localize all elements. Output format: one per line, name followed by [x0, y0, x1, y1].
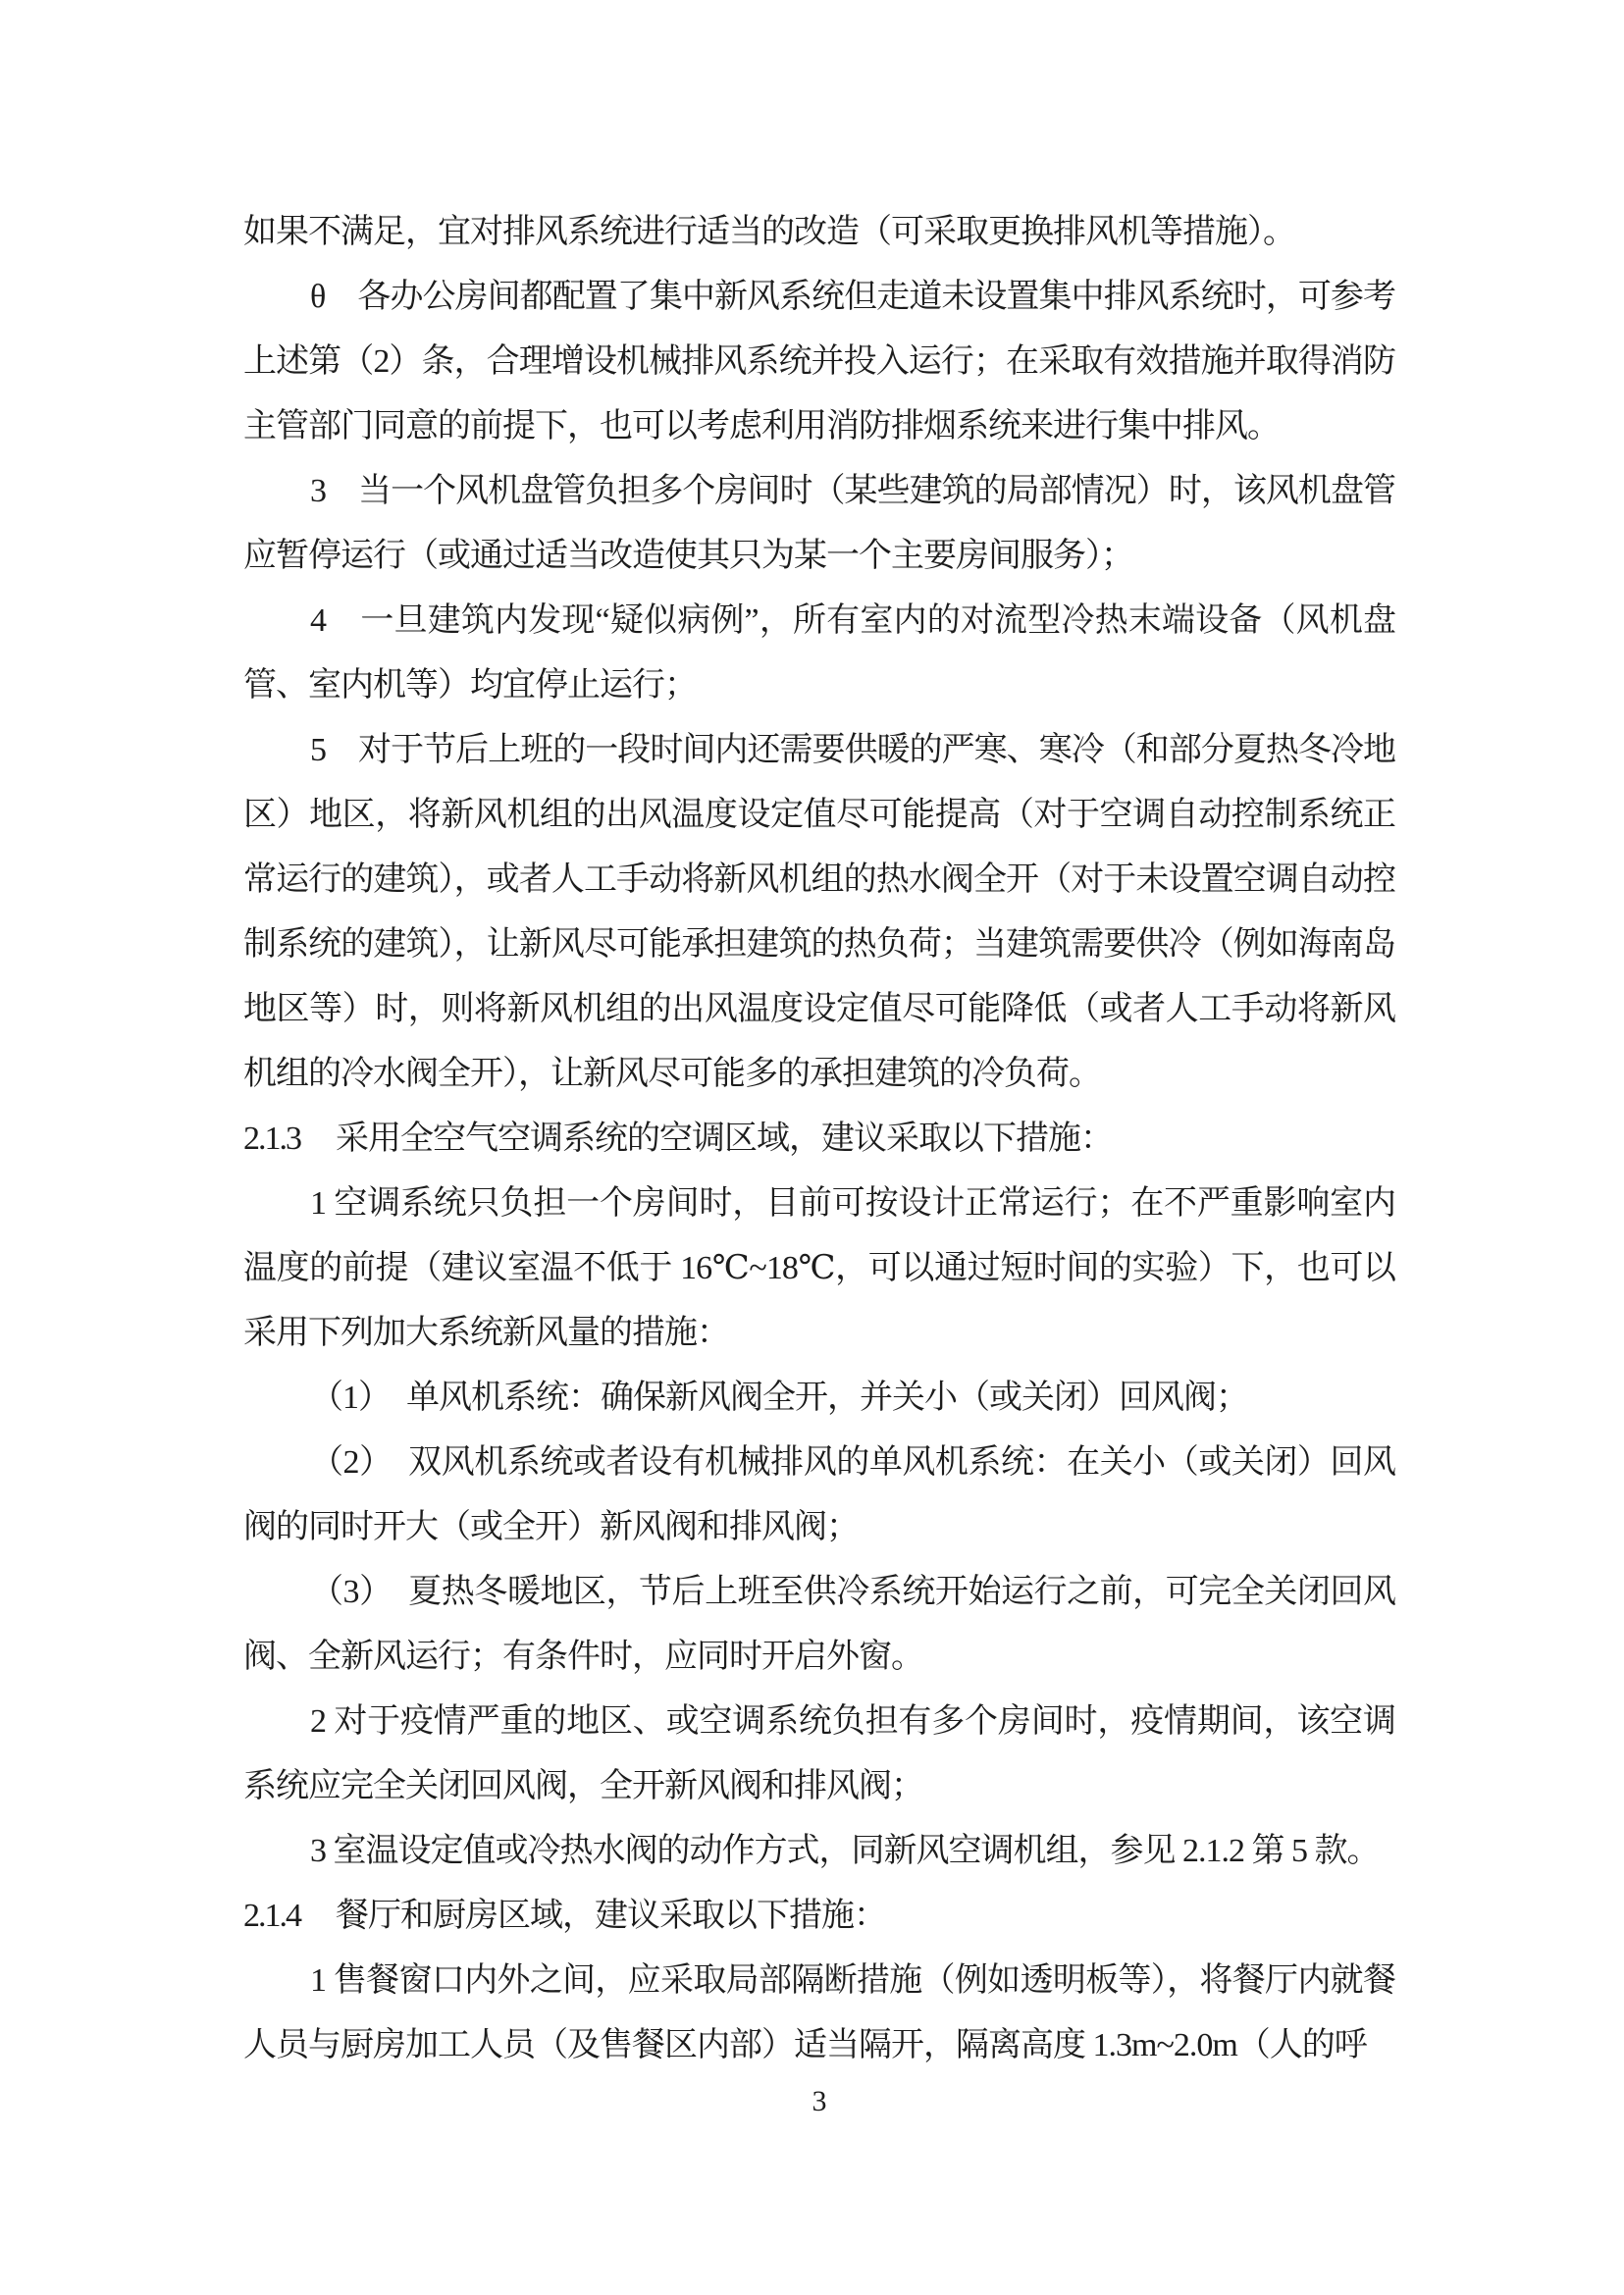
section-number: 2.1.3: [243, 1121, 300, 1157]
paragraph: 如果不满足，宜对排风系统进行适当的改造（可采取更换排风机等措施）。: [243, 214, 1295, 250]
paragraph: 2 对于疫情严重的地区、或空调系统负担有多个房间时，疫情期间，该空调系统应完全关闭回风阀，全开新风阀和排风阀；: [243, 1703, 1395, 1804]
paragraph: 4 一旦建筑内发现“疑似病例”，所有室内的对流型冷热末端设备（风机盘管、室内机等）均宜停止运行；: [243, 602, 1395, 704]
paragraph: 5 对于节后上班的一段时间内还需要供暖的严寒、寒冷（和部分夏热冬冷地区）地区，将新风机组的出风温度设定值尽可能提高（对于空调自动控制系统正常运行的建筑），或者人工手动将新风机组的热水阀全开（对于未设置空调自动控制系统的建筑），让新风尽可能承担建筑的热负荷；当建筑需要供冷（例如海南岛地区等）时，则将新风机组的出风温度设定值尽可能降低（或者人工手动将新风机组的冷水阀全开），让新风尽可能多的承担建筑的冷负荷。: [243, 732, 1395, 1092]
paragraph: 3 当一个风机盘管负担多个房间时（某些建筑的局部情况）时，该风机盘管应暂停运行（或通过适当改造使其只为某一个主要房间服务）；: [243, 473, 1395, 574]
section-number: 2.1.4: [243, 1898, 300, 1934]
section-title: 采用全空气空调系统的空调区域，建议采取以下措施：: [336, 1121, 1113, 1157]
section-title: 餐厅和厨房区域，建议采取以下措施：: [336, 1898, 886, 1934]
paragraph: 1 售餐窗口内外之间，应采取局部隔断措施（例如透明板等），将餐厅内就餐人员与厨房加工人员（及售餐区内部）适当隔开，隔离高度 1.3m~2.0m（人的呼: [243, 1962, 1395, 2063]
list-item: （3） 夏热冬暖地区，节后上班至供冷系统开始运行之前，可完全关闭回风阀、全新风运行；有条件时，应同时开启外窗。: [243, 1574, 1395, 1675]
document-body: [243, 200, 1395, 2078]
section-heading: [243, 1107, 1395, 1172]
paragraph: 1 空调系统只负担一个房间时，目前可按设计正常运行；在不严重影响室内温度的前提（建议室温不低于 16℃~18℃，可以通过短时间的实验）下，也可以采用下列加大系统新风量的措施：: [243, 1185, 1395, 1351]
paragraph: θ 各办公房间都配置了集中新风系统但走道未设置集中排风系统时，可参考上述第（2）条，合理增设机械排风系统并投入运行；在采取有效措施并取得消防主管部门同意的前提下，也可以考虑利用消防排烟系统来进行集中排风。: [243, 279, 1395, 444]
list-item: （1） 单风机系统：确保新风阀全开，并关小（或关闭）回风阀；: [310, 1380, 1248, 1416]
list-item: （2） 双风机系统或者设有机械排风的单风机系统：在关小（或关闭）回风阀的同时开大（或全开）新风阀和排风阀；: [243, 1444, 1395, 1545]
section-heading: [243, 1884, 1395, 1949]
paragraph: 3 室温设定值或冷热水阀的动作方式，同新风空调机组，参见 2.1.2 第 5 款。: [310, 1833, 1380, 1869]
page-number: 3: [812, 2085, 827, 2117]
